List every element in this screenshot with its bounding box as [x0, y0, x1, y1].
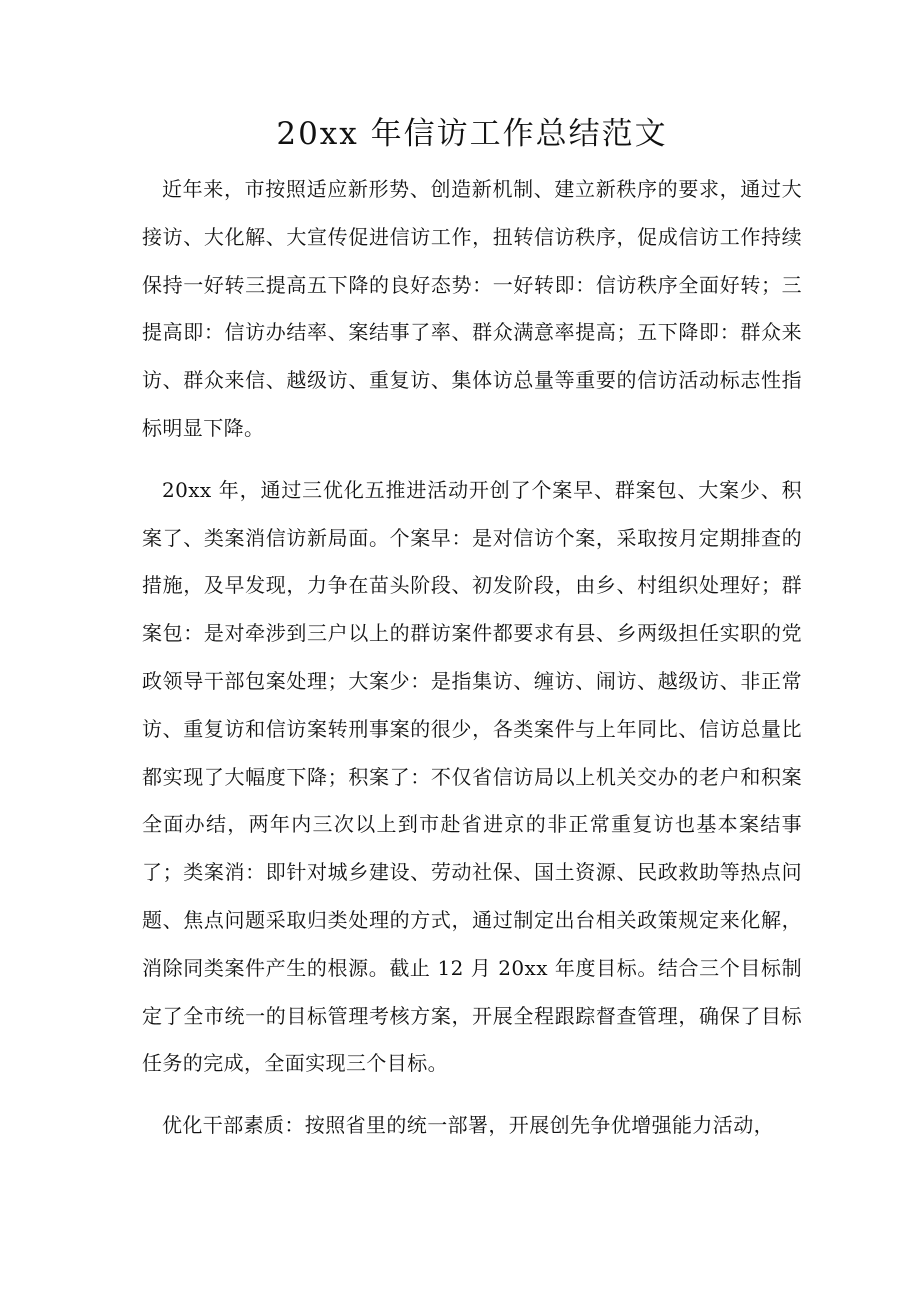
paragraph-3: 优化干部素质：按照省里的统一部署，开展创先争优增强能力活动，	[162, 1113, 774, 1138]
paragraph-1: 近年来，市按照适应新形势、创造新机制、建立新秩序的要求，通过大接访、大化解、大宣传促进信访工作，扭转信访秩序，促成信访工作持续保持一好转三提高五下降的良好态势：一好转即：信访秩序全面好转；三提高即：信访办结率、案结事了率、群众满意率提高；五下降即：群众来访、群众来信、越级访、重复访、集体访总量等重要的信访活动标志性指标明显下降。	[142, 177, 802, 440]
document-page	[142, 112, 802, 1164]
paragraph-2: 20xx 年，通过三优化五推进活动开创了个案早、群案包、大案少、积案了、类案消信访新局面。个案早：是对信访个案，采取按月定期排查的措施，及早发现，力争在苗头阶段、初发阶段，由乡、村组织处理好；群案包：是对牵涉到三户以上的群访案件都要求有县、乡两级担任实职的党政领导干部包案处理；大案少：是指集访、缠访、闹访、越级访、非正常访、重复访和信访案转刑事案的很少，各类案件与上年同比、信访总量比都实现了大幅度下降；积案了：不仅省信访局以上机关交办的老户和积案全面办结，两年内三次以上到市赴省进京的非正常重复访也基本案结事了；类案消：即针对城乡建设、劳动社保、国土资源、民政救助等热点问题、焦点问题采取归类处理的方式，通过制定出台相关政策规定来化解，消除同类案件产生的根源。截止 12 月 20xx 年度目标。结合三个目标制定了全市统一的目标管理考核方案，开展全程跟踪督查管理，确保了目标任务的完成，全面实现三个目标。	[142, 477, 802, 1076]
document-title: 20xx 年信访工作总结范文	[276, 116, 668, 152]
